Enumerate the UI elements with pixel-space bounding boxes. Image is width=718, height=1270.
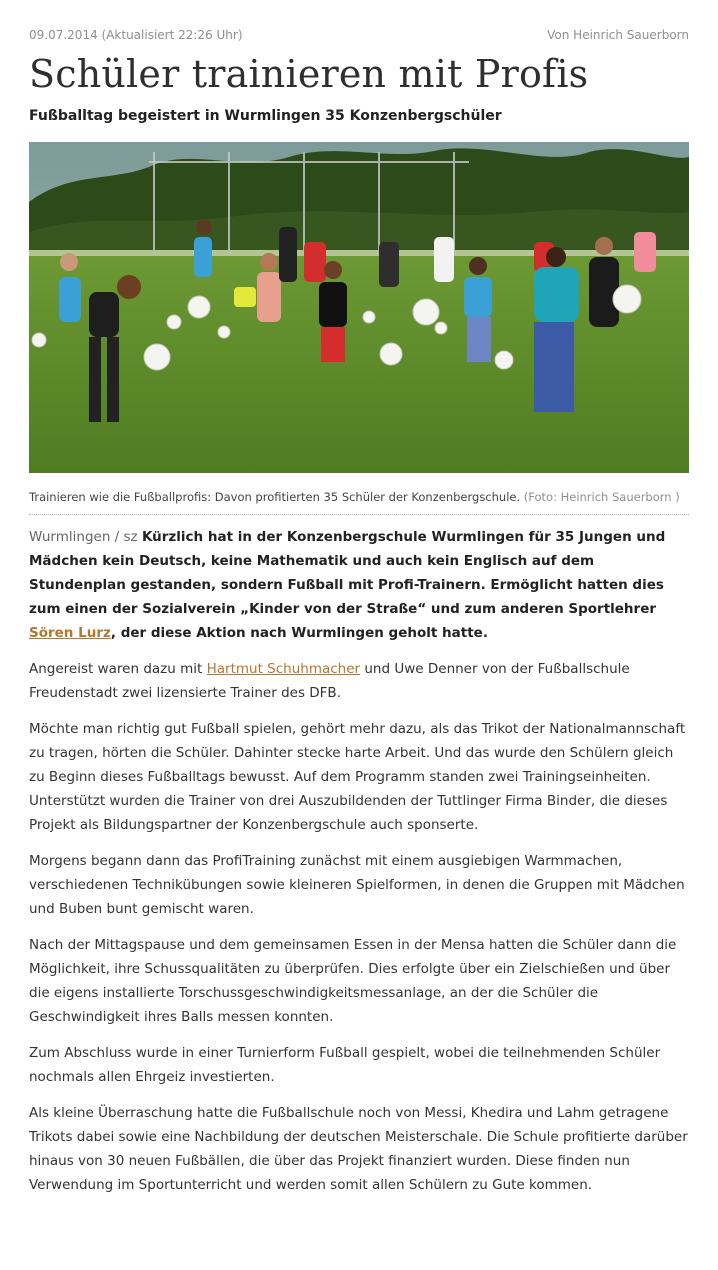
- article-title: Schüler trainieren mit Profis: [29, 52, 589, 96]
- divider: [29, 514, 689, 515]
- link-hartmut-schuhmacher[interactable]: Hartmut Schuhmacher: [206, 661, 361, 677]
- article: [29, 0, 689, 1197]
- article-date: 09.07.2014 (Aktualisiert 22:26 Uhr): [29, 28, 243, 42]
- article-meta: [29, 26, 689, 44]
- paragraph-2: Möchte man richtig gut Fußball spielen, gehört mehr dazu, als das Trikot der Nationalmannschaft zu tragen, hörten die Schüler. Dahinter stecke harte Arbeit. Und das wurde den Schülern gleich zu Beginn dieses Fußballtags bewusst. Auf dem Programm standen zwei Trainingseinheiten. Unterstützt wurden die Trainer von drei Auszubildenden der Tuttlinger Firma Binder, die dieses Projekt als Bildungspartner der Konzenbergschule auch sponserte.: [29, 721, 686, 833]
- paragraph-1-text-b: und Uwe Denner von der Fußballschule Freudenstadt zwei lizensierte Trainer des DFB.: [29, 661, 630, 701]
- paragraph-3: Morgens begann dann das ProfiTraining zunächst mit einem ausgiebigen Warmmachen, verschiedenen Technikübungen sowie kleineren Spielformen, in denen die Gruppen mit Mädchen und Buben bunt gemischt waren.: [29, 853, 685, 917]
- caption-text: Trainieren wie die Fußballprofis: Davon profitierten 35 Schüler der Konzenbergschule.: [29, 490, 521, 504]
- paragraph-4: Nach der Mittagspause und dem gemeinsamen Essen in der Mensa hatten die Schüler dann die Möglichkeit, ihre Schussqualitäten zu überprüfen. Dies erfolgte über ein Zielschießen und über die eigens installierte Torschussgeschwindigkeitsmessanlage, an der die Schüler die Geschwindigkeit ihres Balls messen konnten.: [29, 937, 677, 1025]
- article-author: Von Heinrich Sauerborn: [547, 28, 689, 42]
- article-body: [29, 525, 689, 1197]
- soccer-training-photo: [29, 142, 689, 473]
- lead-paragraph: [29, 525, 689, 645]
- dateline: Wurmlingen / sz: [29, 529, 138, 545]
- paragraph-1-text-a: Angereist waren dazu mit: [29, 661, 203, 677]
- article-photo[interactable]: [29, 142, 689, 473]
- caption-credit: (Foto: Heinrich Sauerborn ): [523, 490, 680, 504]
- link-soeren-lurz[interactable]: Sören Lurz: [29, 625, 111, 641]
- photo-caption: [29, 487, 689, 507]
- paragraph-6: Als kleine Überraschung hatte die Fußballschule noch von Messi, Khedira und Lahm getragene Trikots dabei sowie eine Nachbildung der deutschen Meisterschale. Die Schule profitierte darüber hinaus von 30 neuen Fußbällen, die über das Projekt finanziert wurden. Diese finden nun Verwendung im Sportunterricht und werden somit allen Schülern zu Gute kommen.: [29, 1105, 688, 1193]
- article-subtitle: Fußballtag begeistert in Wurmlingen 35 Konzenbergschüler: [29, 108, 502, 124]
- paragraph-1: [29, 657, 689, 705]
- paragraph-5: Zum Abschluss wurde in einer Turnierform Fußball gespielt, wobei die teilnehmenden Schüler nochmals allen Ehrgeiz investierten.: [29, 1045, 661, 1085]
- lead-text-1: Kürzlich hat in der Konzenbergschule Wurmlingen für 35 Jungen und Mädchen kein Deutsch, keine Mathematik und auch kein Englisch auf dem Stundenplan gestanden, sondern Fußball mit Profi-Trainern. Ermöglicht hatten dies zum einen der Sozialverein „Kinder von der Straße“ und zum anderen Sportlehrer: [29, 529, 666, 617]
- lead-text-2: , der diese Aktion nach Wurmlingen geholt hatte.: [110, 625, 488, 641]
